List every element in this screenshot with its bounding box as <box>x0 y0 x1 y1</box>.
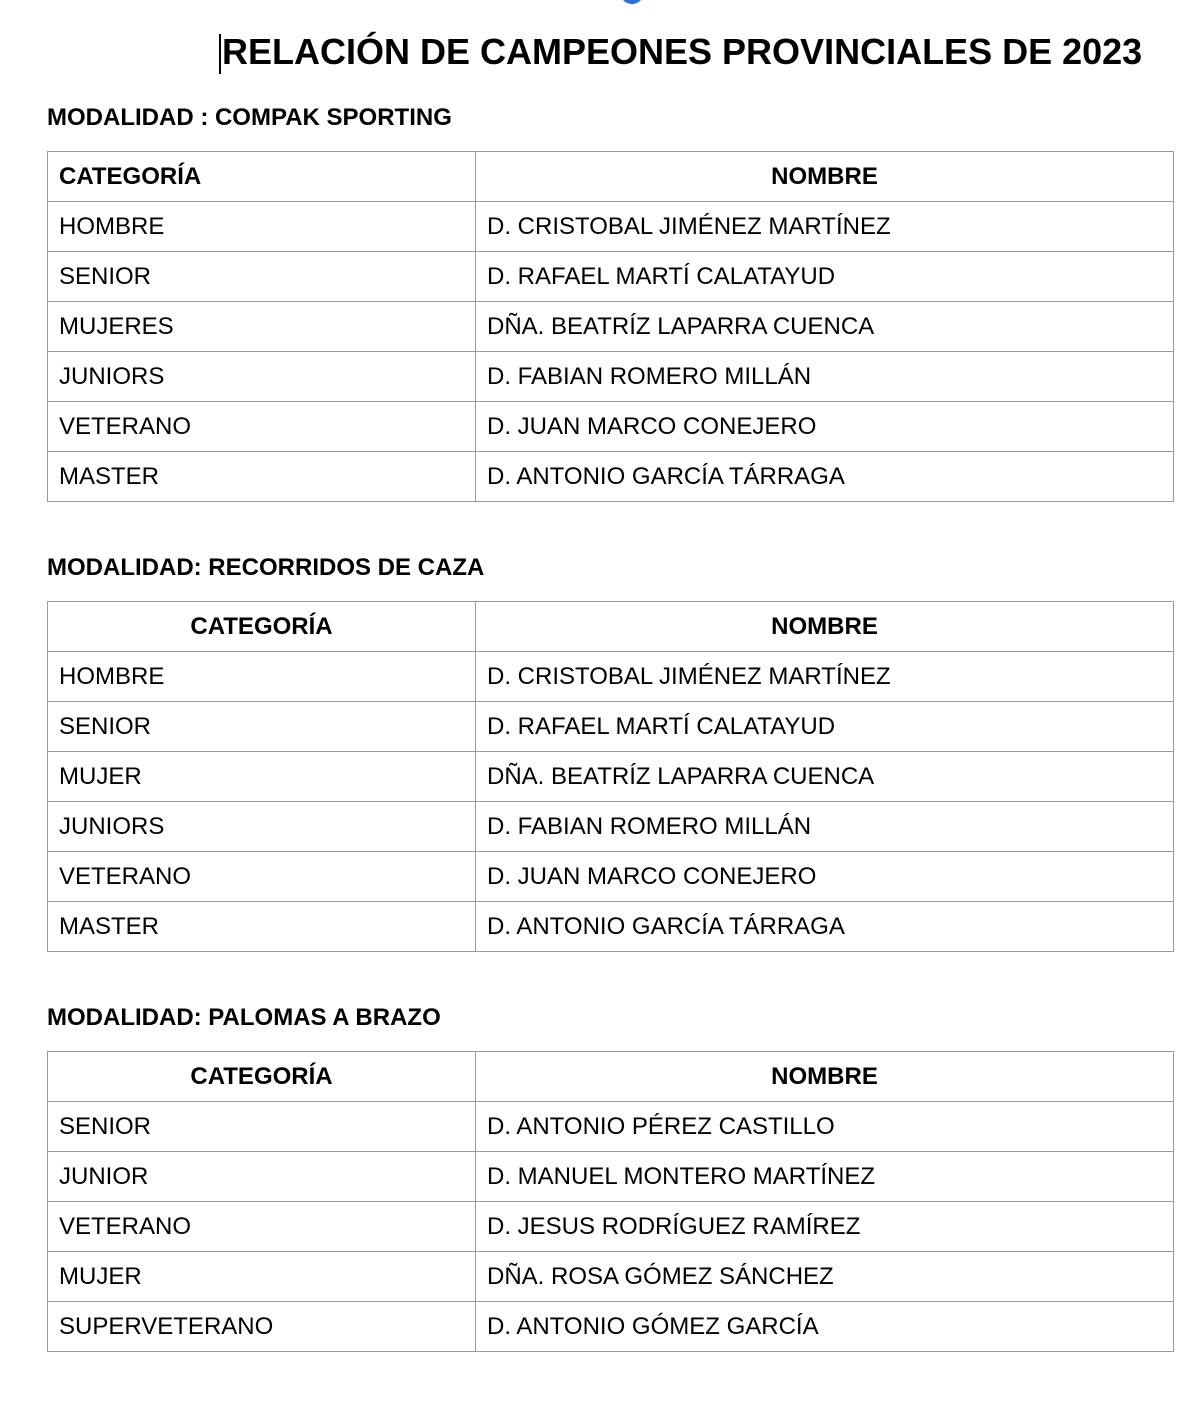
category-cell: SUPERVETERANO <box>48 1302 476 1352</box>
category-cell: MUJER <box>48 752 476 802</box>
table-row <box>48 752 1174 802</box>
table-row <box>48 352 1174 402</box>
table-header-row <box>48 1052 1174 1102</box>
category-cell: HOMBRE <box>48 202 476 252</box>
name-cell: D. CRISTOBAL JIMÉNEZ MARTÍNEZ <box>476 202 1174 252</box>
column-header-name: NOMBRE <box>476 602 1174 652</box>
section-heading: MODALIDAD: PALOMAS A BRAZO <box>47 1004 441 1031</box>
table-row <box>48 852 1174 902</box>
section-compak-sporting <box>47 103 1173 502</box>
name-cell: DÑA. BEATRÍZ LAPARRA CUENCA <box>476 752 1174 802</box>
category-cell: MASTER <box>48 902 476 952</box>
column-header-category: CATEGORÍA <box>48 152 476 202</box>
results-table <box>47 1051 1174 1352</box>
category-cell: MUJERES <box>48 302 476 352</box>
category-cell: SENIOR <box>48 252 476 302</box>
category-cell: MUJER <box>48 1252 476 1302</box>
name-cell: D. JUAN MARCO CONEJERO <box>476 852 1174 902</box>
name-cell: D. CRISTOBAL JIMÉNEZ MARTÍNEZ <box>476 652 1174 702</box>
table-row <box>48 702 1174 752</box>
category-cell: VETERANO <box>48 402 476 452</box>
table-row <box>48 1102 1174 1152</box>
name-cell: DÑA. ROSA GÓMEZ SÁNCHEZ <box>476 1252 1174 1302</box>
text-cursor <box>219 34 221 74</box>
name-cell: D. ANTONIO GARCÍA TÁRRAGA <box>476 902 1174 952</box>
column-header-category: CATEGORÍA <box>48 1052 476 1102</box>
table-row <box>48 302 1174 352</box>
name-cell: D. RAFAEL MARTÍ CALATAYUD <box>476 252 1174 302</box>
table-row <box>48 402 1174 452</box>
name-cell: D. MANUEL MONTERO MARTÍNEZ <box>476 1152 1174 1202</box>
category-cell: VETERANO <box>48 852 476 902</box>
table-row <box>48 1202 1174 1252</box>
table-row <box>48 452 1174 502</box>
column-header-name: NOMBRE <box>476 1052 1174 1102</box>
name-cell: D. JUAN MARCO CONEJERO <box>476 402 1174 452</box>
category-cell: MASTER <box>48 452 476 502</box>
top-edge-logo-fragment <box>620 0 644 4</box>
table-row <box>48 902 1174 952</box>
name-cell: D. JESUS RODRÍGUEZ RAMÍREZ <box>476 1202 1174 1252</box>
name-cell: DÑA. BEATRÍZ LAPARRA CUENCA <box>476 302 1174 352</box>
category-cell: JUNIORS <box>48 802 476 852</box>
section-heading: MODALIDAD: RECORRIDOS DE CAZA <box>47 554 485 581</box>
section-palomas-a-brazo <box>47 1003 1173 1352</box>
section-heading: MODALIDAD : COMPAK SPORTING <box>47 104 452 131</box>
category-cell: VETERANO <box>48 1202 476 1252</box>
table-row <box>48 652 1174 702</box>
category-cell: HOMBRE <box>48 652 476 702</box>
column-header-name: NOMBRE <box>476 152 1174 202</box>
name-cell: D. FABIAN ROMERO MILLÁN <box>476 802 1174 852</box>
table-row <box>48 252 1174 302</box>
category-cell: SENIOR <box>48 702 476 752</box>
name-cell: D. FABIAN ROMERO MILLÁN <box>476 352 1174 402</box>
category-cell: JUNIORS <box>48 352 476 402</box>
section-recorridos-de-caza <box>47 553 1173 952</box>
table-row <box>48 802 1174 852</box>
results-table <box>47 601 1174 952</box>
page-title: RELACIÓN DE CAMPEONES PROVINCIALES DE 2023 <box>222 31 1143 72</box>
results-table <box>47 151 1174 502</box>
category-cell: SENIOR <box>48 1102 476 1152</box>
name-cell: D. ANTONIO GÓMEZ GARCÍA <box>476 1302 1174 1352</box>
table-row <box>48 1152 1174 1202</box>
name-cell: D. ANTONIO PÉREZ CASTILLO <box>476 1102 1174 1152</box>
name-cell: D. ANTONIO GARCÍA TÁRRAGA <box>476 452 1174 502</box>
table-header-row <box>48 602 1174 652</box>
column-header-category: CATEGORÍA <box>48 602 476 652</box>
name-cell: D. RAFAEL MARTÍ CALATAYUD <box>476 702 1174 752</box>
category-cell: JUNIOR <box>48 1152 476 1202</box>
table-row <box>48 1252 1174 1302</box>
table-row <box>48 202 1174 252</box>
table-header-row <box>48 152 1174 202</box>
table-row <box>48 1302 1174 1352</box>
